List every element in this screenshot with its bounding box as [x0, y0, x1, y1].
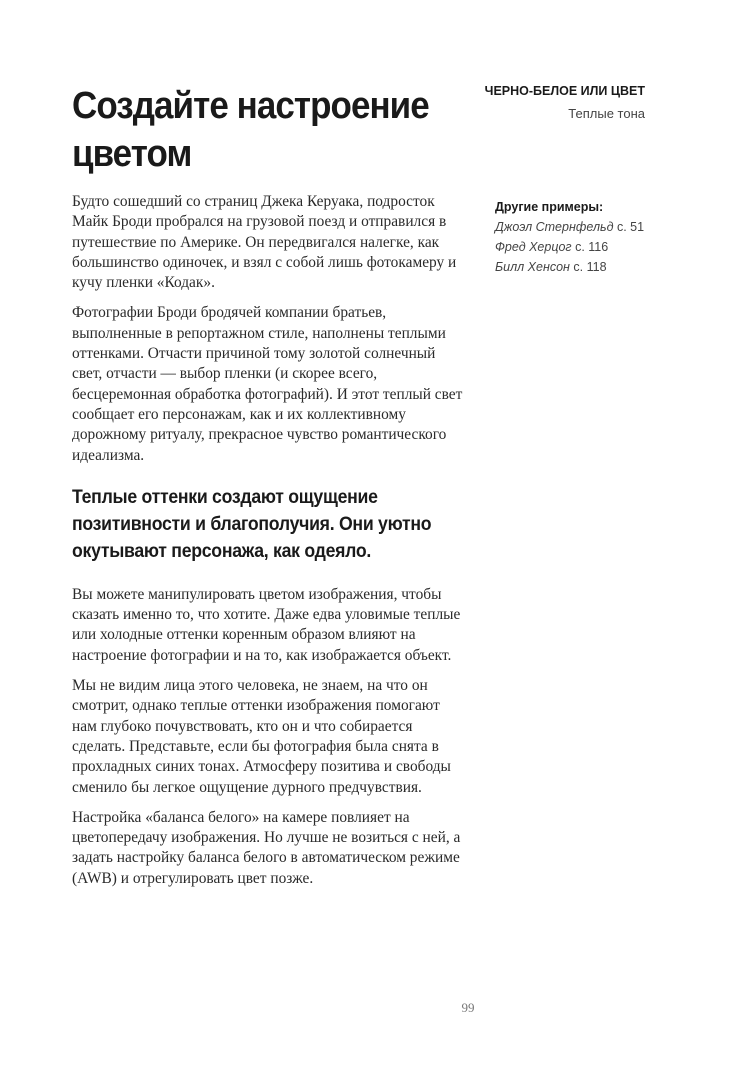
example-name: Фред Херцог [495, 240, 572, 254]
pull-quote: Теплые оттенки создают ощущение позитивности и благополучия. Они уютно окутывают персонажа, как одеяло. [72, 486, 432, 562]
page-title-line-1: Создайте настроение [72, 85, 429, 127]
example-page: с. 51 [616, 220, 645, 234]
example-name: Билл Хенсон [495, 260, 570, 274]
page-title-line-2: цветом [72, 133, 192, 175]
example-item [495, 257, 655, 277]
example-page: с. 118 [573, 260, 607, 274]
other-examples [495, 197, 655, 277]
body-paragraph: Фотографии Броди бродячей компании братьев, выполненные в репортажном стиле, наполнены теплыми оттенками. Отчасти причиной тому золотой солнечный свет, отчасти — выбор пленки (и скорее всего, бесцеремонная обработка фотографий). И этот теплый свет сообщает его персонажам, как и их коллективному дорожному ритуалу, прекрасное чувство романтического идеализма. [72, 304, 463, 464]
example-item [495, 237, 655, 257]
section-header [485, 84, 645, 121]
other-examples-title: Другие примеры: [495, 200, 604, 214]
main-text [72, 192, 464, 899]
body-paragraph: Будто сошедший со страниц Джека Керуака, подросток Майк Броди пробрался на грузовой поезд и отправился в путешествие по Америке. Он передвигался налегке, как большинство одиночек, и взял с собой лишь фотокамеру и кучу пленки «Кодак». [72, 193, 457, 292]
section-category: ЧЕРНО-БЕЛОЕ ИЛИ ЦВЕТ [484, 84, 645, 98]
body-paragraph: Мы не видим лица этого человека, не знаем, на что он смотрит, однако теплые оттенки изображения помогают нам глубоко почувствовать, кто он и что собирается сделать. Представьте, если бы фотография была снята в прохладных синих тонах. Атмосферу позитива и свободы сменило бы легкое ощущение дурного предчувствия. [72, 677, 451, 796]
body-paragraph: Настройка «баланса белого» на камере повлияет на цветопередачу изображения. Но лучше не возиться с ней, а задать настройку баланса белого в автоматическом режиме (AWB) и отрегулировать цвет позже. [72, 808, 461, 887]
body-paragraph: Вы можете манипулировать цветом изображения, чтобы сказать именно то, что хотите. Даже едва уловимые теплые или холодные оттенки коренным образом влияют на настроение фотографии и на то, как изображается объект. [72, 585, 461, 664]
example-item [495, 217, 655, 237]
page-title [72, 82, 440, 178]
page-number-text: 99 [461, 1000, 475, 1015]
example-page: с. 116 [575, 240, 609, 254]
example-name: Джоэл Стернфельд [495, 220, 614, 234]
section-subcategory: Теплые тона [568, 106, 645, 121]
page-number [0, 1000, 732, 1016]
